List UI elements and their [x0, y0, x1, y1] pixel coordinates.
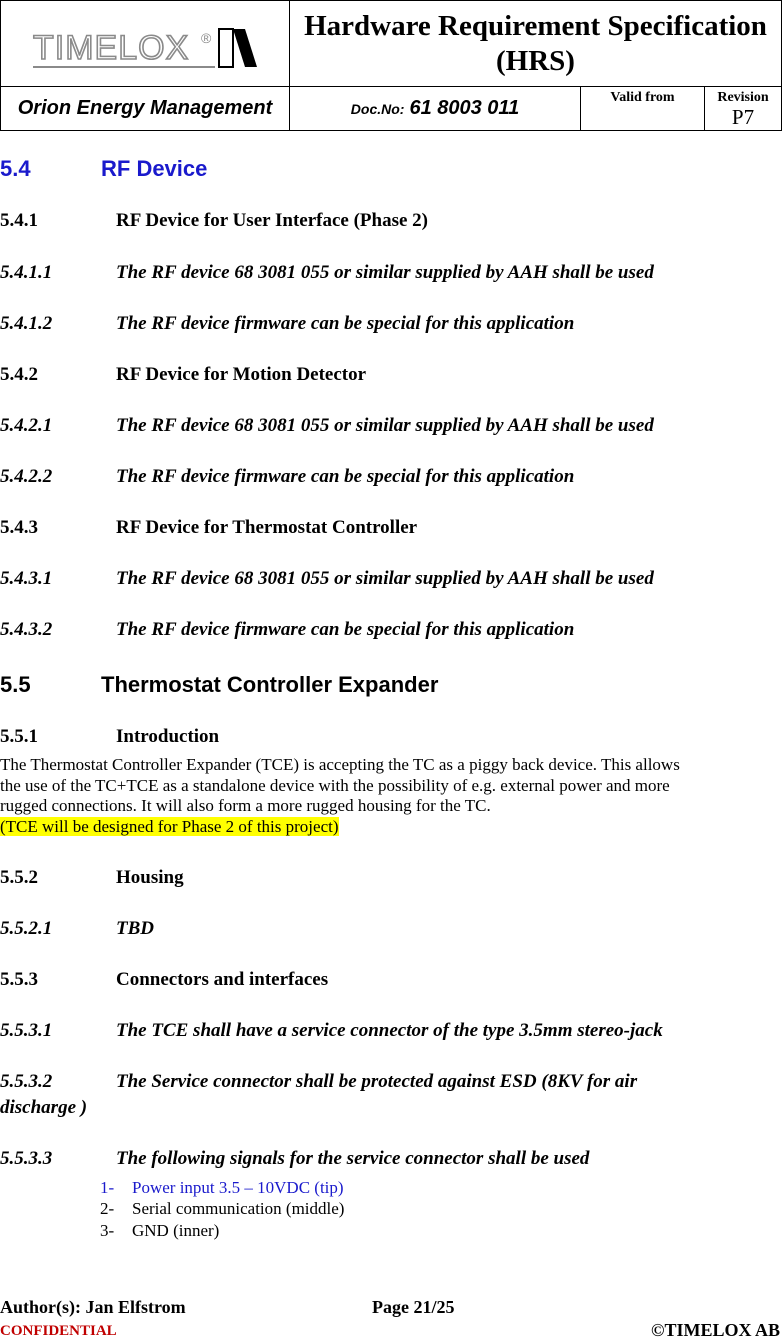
copyright-notice: ©TIMELOX AB — [651, 1320, 780, 1340]
doc-number-label: Doc.No: — [350, 100, 405, 117]
list-item-number: 1- — [100, 1178, 115, 1197]
section-title: The RF device 68 3081 055 or similar supplied by AAH shall be used — [116, 262, 654, 283]
document-header — [0, 0, 782, 131]
svg-text:®: ® — [201, 30, 212, 46]
section-number: 5.4.2.1 — [0, 415, 53, 436]
section-number: 5.4.2.2 — [0, 466, 53, 487]
logo-cell — [0, 0, 290, 87]
list-item-number: 3- — [100, 1221, 115, 1240]
confidential-label: CONFIDENTIAL — [0, 1323, 117, 1339]
organization-cell — [0, 86, 290, 131]
valid-from-label: Valid from — [610, 90, 675, 105]
section-title: Housing — [116, 867, 184, 888]
section-title: TBD — [116, 918, 154, 939]
section-number: 5.4.3.1 — [0, 568, 53, 589]
intro-line: the use of the TC+TCE as a standalone device with the possibility of e.g. external power and more — [0, 775, 670, 795]
phase-note-highlight: (TCE will be designed for Phase 2 of this project) — [0, 816, 339, 836]
section-title: The RF device 68 3081 055 or similar supplied by AAH shall be used — [116, 415, 654, 436]
section-title: The TCE shall have a service connector of the type 3.5mm stereo-jack — [116, 1020, 663, 1041]
section-title: RF Device for User Interface (Phase 2) — [116, 210, 428, 231]
section-number: 5.5.2 — [0, 867, 38, 888]
section-title: RF Device — [101, 156, 208, 181]
list-item — [100, 1221, 219, 1241]
section-number: 5.4.1.1 — [0, 262, 53, 283]
section-number: 5.4.1 — [0, 210, 38, 231]
section-number: 5.5.3.2 — [0, 1071, 53, 1092]
svg-text:TIMELOX: TIMELOX — [33, 29, 190, 67]
list-item-number: 2- — [100, 1199, 115, 1218]
valid-from-cell — [580, 86, 705, 131]
doc-number-cell — [289, 86, 581, 131]
section-title: RF Device for Thermostat Controller — [116, 517, 418, 538]
section-number: 5.4.2 — [0, 364, 38, 385]
section-number: 5.4.3.2 — [0, 619, 53, 640]
heading-5-5-3-2-continued — [0, 1097, 87, 1119]
footer-authors: Author(s): Jan Elfstrom — [0, 1297, 186, 1317]
section-title: The RF device 68 3081 055 or similar supplied by AAH shall be used — [116, 568, 654, 589]
section-title: The RF device firmware can be special for this application — [116, 466, 575, 487]
section-title: Connectors and interfaces — [116, 969, 329, 990]
footer-page-number: Page 21/25 — [372, 1297, 455, 1317]
timelox-logo — [31, 23, 261, 69]
document-title-cell — [289, 0, 782, 87]
section-number: 5.5.2.1 — [0, 918, 53, 939]
section-number: 5.4.3 — [0, 517, 38, 538]
section-title: Introduction — [116, 726, 220, 747]
list-item-text: Serial communication (middle) — [132, 1199, 345, 1218]
section-title-continued: discharge ) — [0, 1097, 88, 1118]
list-item-text: GND (inner) — [132, 1221, 220, 1240]
doc-number: 61 8003 011 — [409, 97, 520, 119]
introduction-paragraph — [0, 755, 782, 837]
section-title: The Service connector shall be protected against ESD (8KV for air — [116, 1071, 638, 1092]
section-number: 5.5.3.1 — [0, 1020, 53, 1041]
section-title: The RF device firmware can be special for this application — [116, 619, 575, 640]
revision-value: P7 — [731, 105, 755, 129]
section-title: Thermostat Controller Expander — [101, 672, 439, 697]
section-number: 5.4 — [0, 156, 31, 181]
section-number: 5.5 — [0, 672, 31, 697]
list-item — [100, 1199, 344, 1219]
section-title: RF Device for Motion Detector — [116, 364, 367, 385]
section-title: The following signals for the service connector shall be used — [116, 1148, 590, 1169]
section-title: The RF device firmware can be special for this application — [116, 313, 575, 334]
section-number: 5.5.3 — [0, 969, 38, 990]
intro-line: rugged connections. It will also form a more rugged housing for the TC. — [0, 796, 491, 815]
revision-label: Revision — [717, 90, 769, 105]
revision-cell — [704, 86, 782, 131]
intro-line: The Thermostat Controller Expander (TCE) is accepting the TC as a piggy back device. This allows — [0, 755, 680, 774]
list-item-text: Power input 3.5 – 10VDC (tip) — [132, 1178, 344, 1197]
section-number: 5.5.3.3 — [0, 1148, 53, 1169]
organization-name: Orion Energy Management — [17, 97, 273, 119]
document-title: Hardware Requirement Specification (HRS) — [304, 9, 767, 77]
section-number: 5.4.1.2 — [0, 313, 53, 334]
section-number: 5.5.1 — [0, 726, 38, 747]
list-item — [100, 1178, 344, 1198]
